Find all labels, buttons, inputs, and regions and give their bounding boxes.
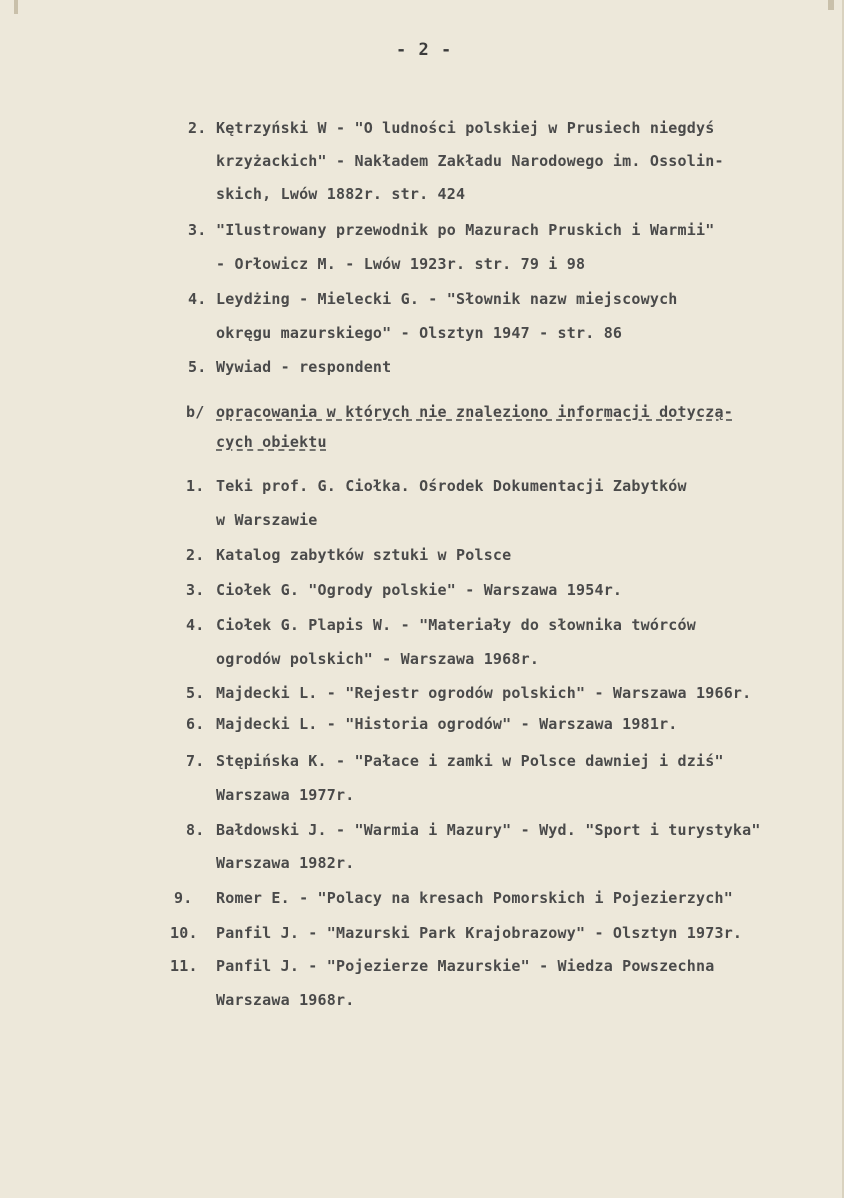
list-item-line: w Warszawie — [216, 511, 318, 529]
page-number: - 2 - — [396, 40, 453, 60]
list-item-line: Panfil J. - "Mazurski Park Krajobrazowy" - Olsztyn 1973r. — [216, 924, 743, 942]
list-item-number: 8. — [186, 821, 205, 839]
list-item-number: 11. — [170, 957, 198, 975]
list-item-number: 5. — [186, 684, 205, 702]
list-item-line: Panfil J. - "Pojezierze Mazurskie" - Wiedza Powszechna — [216, 957, 715, 975]
list-item-number: 5. — [188, 358, 207, 376]
list-item-line: Majdecki L. - "Rejestr ogrodów polskich" - Warszawa 1966r. — [216, 684, 752, 702]
list-item-line: Warszawa 1968r. — [216, 991, 355, 1009]
paper-mark — [14, 0, 18, 14]
list-item-line: Romer E. - "Polacy na kresach Pomorskich i Pojezierzych" — [216, 889, 733, 907]
list-item-number: 4. — [188, 290, 207, 308]
list-item-line: - Orłowicz M. - Lwów 1923r. str. 79 i 98 — [216, 255, 586, 273]
list-item-line: Warszawa 1982r. — [216, 854, 355, 872]
list-item-number: 2. — [186, 546, 205, 564]
list-item-line: skich, Lwów 1882r. str. 424 — [216, 185, 466, 203]
list-item-number: 3. — [186, 581, 205, 599]
paper-mark — [828, 0, 834, 10]
list-item-line: Bałdowski J. - "Warmia i Mazury" - Wyd. "Sport i turystyka" — [216, 821, 761, 839]
list-item-line: okręgu mazurskiego" - Olsztyn 1947 - str. 86 — [216, 324, 623, 342]
section-heading-line: opracowania w których nie znaleziono informacji dotyczą- — [216, 403, 733, 421]
list-item-line: Wywiad - respondent — [216, 358, 392, 376]
list-item-line: Ciołek G. Plapis W. - "Materiały do słownika twórców — [216, 616, 696, 634]
list-item-line: Kętrzyński W - "O ludności polskiej w Prusiech niegdyś — [216, 119, 715, 137]
list-item-line: Katalog zabytków sztuki w Polsce — [216, 546, 512, 564]
list-item-line: ogrodów polskich" - Warszawa 1968r. — [216, 650, 540, 668]
list-item-line: krzyżackich" - Nakładem Zakładu Narodowego im. Ossolin- — [216, 152, 724, 170]
list-item-line: Warszawa 1977r. — [216, 786, 355, 804]
list-item-line: "Ilustrowany przewodnik po Mazurach Pruskich i Warmii" — [216, 221, 715, 239]
list-item-line: Ciołek G. "Ogrody polskie" - Warszawa 1954r. — [216, 581, 623, 599]
section-heading-line: cych obiektu — [216, 433, 327, 451]
section-marker: b/ — [186, 403, 205, 421]
list-item-number: 9. — [174, 889, 193, 907]
list-item-number: 3. — [188, 221, 207, 239]
list-item-number: 10. — [170, 924, 198, 942]
list-item-line: Majdecki L. - "Historia ogrodów" - Warszawa 1981r. — [216, 715, 678, 733]
list-item-number: 4. — [186, 616, 205, 634]
list-item-number: 6. — [186, 715, 205, 733]
list-item-line: Teki prof. G. Ciołka. Ośrodek Dokumentacji Zabytków — [216, 477, 687, 495]
list-item-line: Leydżing - Mielecki G. - "Słownik nazw miejscowych — [216, 290, 678, 308]
list-item-line: Stępińska K. - "Pałace i zamki w Polsce dawniej i dziś" — [216, 752, 724, 770]
list-item-number: 2. — [188, 119, 207, 137]
list-item-number: 1. — [186, 477, 205, 495]
list-item-number: 7. — [186, 752, 205, 770]
